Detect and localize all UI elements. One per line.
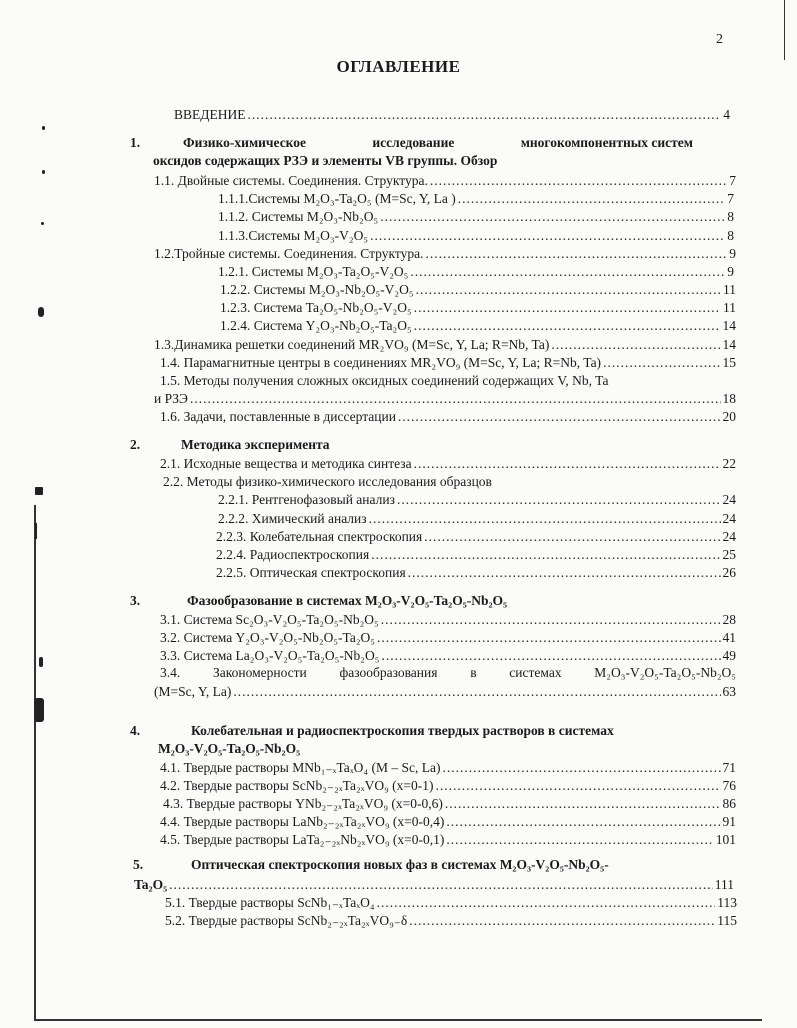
dot-leader <box>233 683 720 700</box>
toc-page-number: 24 <box>722 529 736 544</box>
toc-entry[interactable] <box>216 528 736 546</box>
ch5-heading-line2[interactable] <box>134 876 734 894</box>
toc-page-number: 86 <box>722 796 736 811</box>
scan-mark <box>39 657 43 667</box>
toc-entry-label: 5.1. Твердые растворы ScNb₁₋ₓTaₓO₄ <box>165 895 375 910</box>
toc-page-number: 18 <box>722 391 736 406</box>
toc-page-number: 115 <box>717 913 737 928</box>
dot-leader <box>551 336 720 353</box>
toc-entry[interactable] <box>220 299 736 317</box>
toc-page-number: 22 <box>722 456 736 471</box>
ch4-number: 4. <box>130 723 141 738</box>
scan-mark <box>41 222 44 225</box>
dot-leader <box>414 455 721 472</box>
toc-entry[interactable] <box>216 546 736 564</box>
dot-leader <box>458 190 726 207</box>
dot-leader <box>443 759 721 776</box>
toc-entry[interactable] <box>218 227 734 245</box>
ch2-heading: Методика эксперимента <box>181 437 330 452</box>
dot-leader <box>381 647 720 664</box>
toc-page-number: 41 <box>722 630 736 645</box>
dot-leader <box>414 317 721 334</box>
toc-entry-label: 3.3. Система La₂O₃-V₂O₅-Ta₂O₅-Nb₂O₅ <box>160 648 380 663</box>
toc-entry[interactable] <box>154 390 736 408</box>
ch1-number: 1. <box>130 135 141 150</box>
dot-leader <box>603 354 720 371</box>
toc-page-number: 111 <box>714 877 734 892</box>
dot-leader <box>410 263 725 280</box>
page-edge-bottom <box>34 1019 762 1021</box>
toc-entry-label: ВВЕДЕНИЕ <box>174 107 246 122</box>
page-title: ОГЛАВЛЕНИЕ <box>336 57 461 76</box>
toc-entry-label: 5.2. Твердые растворы ScNb₂₋₂ₓTa₂ₓVO₉₋δ <box>165 913 408 928</box>
toc-entry[interactable] <box>218 208 734 226</box>
page-edge-right <box>784 0 785 60</box>
scan-mark <box>35 523 37 539</box>
toc-entry-label: 1.5. Методы получения сложных оксидных соединений содержащих V, Nb, Ta <box>160 373 609 388</box>
dot-leader <box>424 528 720 545</box>
scan-mark <box>42 126 45 130</box>
toc-entry[interactable] <box>220 317 736 335</box>
dot-leader <box>436 777 721 794</box>
ch1-heading-line2: оксидов содержащих РЗЭ и элементы VB группы. Обзор <box>153 153 498 168</box>
toc-page-number: 7 <box>729 173 736 188</box>
dot-leader <box>370 227 725 244</box>
dot-leader <box>377 894 716 911</box>
page-edge-left <box>34 505 36 1020</box>
toc-entry-label: (M=Sc, Y, La) <box>154 684 232 699</box>
dot-leader <box>414 299 721 316</box>
toc-page-number: 14 <box>722 318 736 333</box>
dot-leader <box>425 245 727 262</box>
toc-page-number: 91 <box>722 814 736 829</box>
toc-page-number: 26 <box>722 565 736 580</box>
dot-leader <box>371 546 720 563</box>
toc-page-number: 101 <box>715 832 736 847</box>
toc-page-number: 76 <box>722 778 736 793</box>
toc-page-number: 9 <box>729 246 736 261</box>
dot-leader <box>190 390 721 407</box>
dot-leader <box>169 876 713 893</box>
dot-leader <box>369 510 721 527</box>
toc-entry-label: 3.2. Система Y₂O₃-V₂O₅-Nb₂O₅-Ta₂O₅ <box>160 630 375 645</box>
toc-page-number: 28 <box>722 612 736 627</box>
toc-entry[interactable] <box>160 831 736 849</box>
toc-intro[interactable] <box>174 106 730 124</box>
toc-entry[interactable] <box>160 611 736 629</box>
ch5-heading-line1: Оптическая спектроскопия новых фаз в системах M₂O₃-V₂O₅-Nb₂O₅- <box>191 857 609 872</box>
toc-entry-3-4-line1[interactable]: 3.4. Закономерности фазообразования в системах M₂O₃-V₂O₅-Ta₂O₅-Nb₂O₅ <box>160 665 736 680</box>
toc-page-number: 11 <box>723 282 736 297</box>
dot-leader <box>416 281 721 298</box>
toc-entry-label: 1.4. Парамагнитные центры в соединениях MR₂VO₉ (M=Sc, Y, La; R=Nb, Ta) <box>160 355 602 370</box>
toc-page-number: 24 <box>722 492 736 507</box>
toc-page-number: 8 <box>727 228 734 243</box>
toc-entry[interactable] <box>220 281 736 299</box>
toc-entry-label: 1.2.4. Система Y₂O₃-Nb₂O₅-Ta₂O₅ <box>220 318 412 333</box>
dot-leader <box>381 611 721 628</box>
toc-entry-label: 1.2.2. Системы M₂O₃-Nb₂O₅-V₂O₅ <box>220 282 414 297</box>
page-number: 2 <box>716 32 723 47</box>
toc-entry-label: 1.6. Задачи, поставленные в диссертации <box>160 409 396 424</box>
toc-page-number: 63 <box>722 684 736 699</box>
ch3-heading: Фазообразование в системах M₂O₃-V₂O₅-Ta₂O₅-Nb₂O₅ <box>187 593 508 608</box>
toc-entry[interactable] <box>218 510 736 528</box>
toc-entry[interactable] <box>218 491 736 509</box>
toc-entry-label: Ta₂O₅ <box>134 877 168 892</box>
toc-entry-label: 1.1.2. Системы M₂O₃-Nb₂O₅ <box>218 209 379 224</box>
toc-entry[interactable] <box>154 245 736 263</box>
toc-entry-label: и РЗЭ <box>154 391 188 406</box>
toc-entry[interactable] <box>160 777 736 795</box>
toc-entry[interactable] <box>165 912 737 930</box>
dot-leader <box>445 795 721 812</box>
toc-entry-label: 4.2. Твердые растворы ScNb₂₋₂ₓTa₂ₓVO₉ (x=0-1) <box>160 778 434 793</box>
toc-entry[interactable] <box>154 683 736 701</box>
toc-entry-label: 1.2.3. Система Ta₂O₅-Nb₂O₅-V₂O₅ <box>220 300 412 315</box>
dot-leader <box>446 831 713 848</box>
toc-entry-label: 2.2.5. Оптическая спектроскопия <box>216 565 406 580</box>
toc-entry-label: 2.2.1. Рентгенофазовый анализ <box>218 492 395 507</box>
toc-page-number: 4 <box>723 107 730 122</box>
toc-entry[interactable] <box>160 372 736 390</box>
toc-entry-label: 1.1. Двойные системы. Соединения. Структура. <box>154 173 428 188</box>
dot-leader <box>446 813 720 830</box>
toc-entry[interactable] <box>218 190 734 208</box>
dot-leader <box>430 172 727 189</box>
toc-entry[interactable] <box>154 336 736 354</box>
ch4-heading-line1: Колебательная и радиоспектроскопия твердых растворов в системах <box>191 723 614 738</box>
toc-entry[interactable] <box>154 172 736 190</box>
toc-entry-label: 2.2.2. Химический анализ <box>218 511 367 526</box>
dot-leader <box>380 208 725 225</box>
ch1-heading-line1[interactable]: Физико-химическое исследование многокомпонентных систем <box>183 135 693 150</box>
scan-mark <box>42 170 45 174</box>
ch3-number: 3. <box>130 593 141 608</box>
toc-entry-label: 4.3. Твердые растворы YNb₂₋₂ₓTa₂ₓVO₉ (x=0-0,6) <box>163 796 443 811</box>
toc-page-number: 8 <box>727 209 734 224</box>
dot-leader <box>398 408 721 425</box>
toc-entry[interactable] <box>163 795 736 813</box>
toc-entry-label: 1.2.Тройные системы. Соединения. Структура. <box>154 246 424 261</box>
toc-page-number: 113 <box>717 895 737 910</box>
toc-entry-label: 1.1.3.Системы M₂O₃-V₂O₅ <box>218 228 369 243</box>
toc-entry-label: 1.1.1.Системы M₂O₃-Ta₂O₅ (M=Sc, Y, La ) <box>218 191 456 206</box>
ch4-heading-line2: M₂O₃-V₂O₅-Ta₂O₅-Nb₂O₅ <box>158 741 301 756</box>
toc-entry-label: 4.1. Твердые растворы MNb₁₋ₓTaₓO₄ (M – Sc, La) <box>160 760 441 775</box>
toc-entry[interactable] <box>163 473 736 491</box>
toc-page-number: 7 <box>727 191 734 206</box>
toc-entry-label: 4.5. Твердые растворы LaTa₂₋₂ₓNb₂ₓVO₉ (x=0-0,1) <box>160 832 445 847</box>
toc-page-number: 20 <box>722 409 736 424</box>
toc-entry-label: 1.3.Динамика решетки соединений MR₂VO₉ (M=Sc, Y, La; R=Nb, Ta) <box>154 337 550 352</box>
toc-page-number: 71 <box>722 760 736 775</box>
dot-leader <box>247 106 721 123</box>
toc-page-number: 49 <box>722 648 736 663</box>
toc-entry[interactable] <box>160 759 736 777</box>
scan-mark <box>35 487 43 495</box>
toc-entry[interactable] <box>160 647 736 665</box>
toc-entry[interactable] <box>216 564 736 582</box>
toc-entry[interactable] <box>160 629 736 647</box>
toc-page-number: 14 <box>722 337 736 352</box>
toc-page-number: 15 <box>722 355 736 370</box>
toc-entry[interactable] <box>160 813 736 831</box>
toc-entry-label: 2.2.4. Радиоспектроскопия <box>216 547 370 562</box>
toc-entry[interactable] <box>160 354 736 372</box>
dot-leader <box>377 629 721 646</box>
toc-entry-label: 2.2.3. Колебательная спектроскопия <box>216 529 423 544</box>
dot-leader <box>409 912 715 929</box>
toc-entry[interactable] <box>218 263 734 281</box>
toc-entry-label: 3.1. Система Sc₂O₃-V₂O₅-Ta₂O₅-Nb₂O₅ <box>160 612 379 627</box>
ch2-number: 2. <box>130 437 141 452</box>
ch5-number: 5. <box>133 857 144 872</box>
toc-entry-label: 1.2.1. Системы M₂O₃-Ta₂O₅-V₂O₅ <box>218 264 409 279</box>
toc-page-number: 9 <box>727 264 734 279</box>
toc-entry[interactable] <box>160 408 736 426</box>
toc-entry[interactable] <box>165 894 737 912</box>
toc-entry-label: 2.2. Методы физико-химического исследования образцов <box>163 474 492 489</box>
toc-page-number: 25 <box>722 547 736 562</box>
toc-page-number: 24 <box>722 511 736 526</box>
toc-entry-label: 4.4. Твердые растворы LaNb₂₋₂ₓTa₂ₓVO₉ (x=0-0,4) <box>160 814 445 829</box>
scan-mark <box>34 698 44 722</box>
toc-page-number: 11 <box>723 300 736 315</box>
dot-leader <box>408 564 721 581</box>
dot-leader <box>397 491 721 508</box>
scan-mark <box>38 307 44 317</box>
toc-entry-label: 2.1. Исходные вещества и методика синтеза <box>160 456 412 471</box>
toc-entry[interactable] <box>160 455 736 473</box>
